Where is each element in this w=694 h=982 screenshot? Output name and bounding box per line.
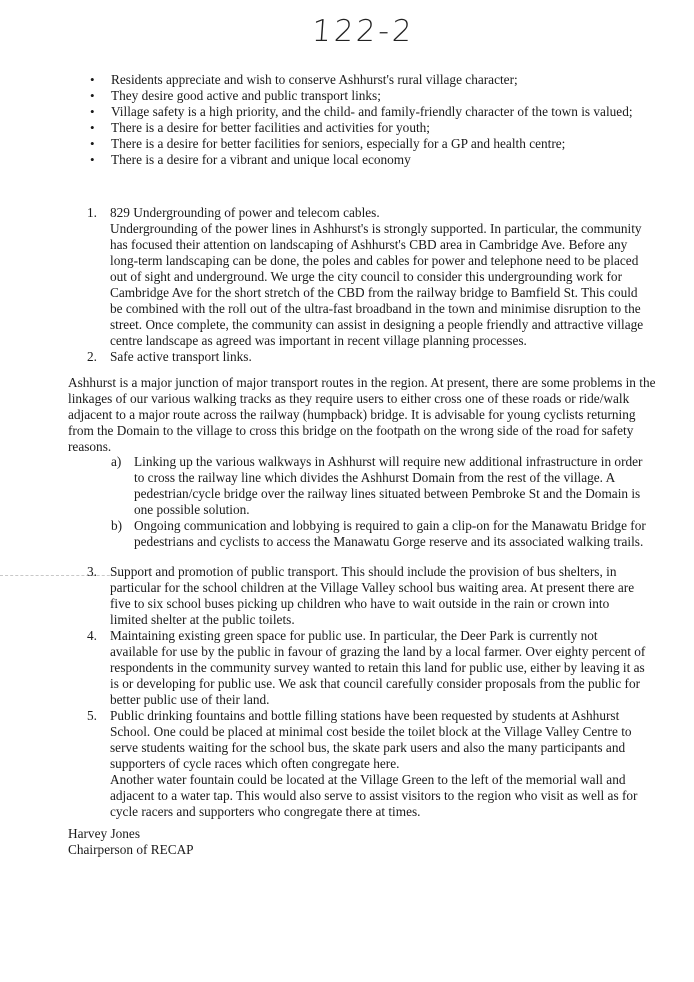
- signatory-role: Chairperson of RECAP: [68, 842, 194, 857]
- signature-block: [68, 826, 368, 858]
- bullet-item: • They desire good active and public transport links;: [90, 88, 650, 104]
- signatory-name: Harvey Jones: [68, 826, 141, 841]
- item-marker: 1.: [87, 205, 97, 220]
- bullet-item: • Village safety is a high priority, and the child- and family-friendly character of the town is valued;: [90, 104, 650, 120]
- numbered-item-4: [87, 628, 647, 708]
- numbered-item-1: [87, 205, 647, 349]
- item-marker: 5.: [87, 708, 97, 723]
- item-marker: a): [111, 454, 122, 469]
- numbered-list-part-2: [87, 564, 647, 820]
- bullet-item: • There is a desire for a vibrant and unique local economy: [90, 152, 650, 168]
- item-text: Ongoing communication and lobbying is required to gain a clip-on for the Manawatu Bridge for pedestrians and cyclists to access the Manawatu Gorge reserve and its associated walking trails.: [134, 518, 646, 549]
- item-body: Undergrounding of the power lines in Ashhurst's is strongly supported. In particular, the community has focused their attention on landscaping of Ashhurst's CBD area in Cambridge Ave. Before any long-term landscaping can be done, the poles and cables for power and telephone need to be placed out of sight and underground. We urge the city council to consider this undergrounding work for Cambridge Ave for the short stretch of the CBD from the railway bridge to Bamfield St. This could be combined with the roll out of the ultra-fast broadband in the town and minimise disruption to the street. Once complete, the community can assist in designing a people friendly and attractive village centre landscape as agreed was important in recent village planning processes.: [110, 221, 644, 348]
- bullet-item: • There is a desire for better facilities and activities for youth;: [90, 120, 650, 136]
- item-marker: 3.: [87, 564, 97, 579]
- numbered-item-3: [87, 564, 647, 628]
- item-marker: b): [111, 518, 123, 533]
- numbered-item-2: [87, 349, 647, 365]
- item-marker: 2.: [87, 349, 97, 364]
- bullet-item: • Residents appreciate and wish to conserve Ashhurst's rural village character;: [90, 72, 650, 88]
- handwritten-page-number: 122-2: [310, 14, 416, 49]
- lettered-item-b: [111, 518, 651, 550]
- summary-bullet-list: [90, 72, 650, 168]
- lettered-sub-list: [111, 454, 651, 550]
- item-text: Linking up the various walkways in Ashhurst will require new additional infrastructure in order to cross the railway line which divides the Ashhurst Domain from the rest of the village. A pedestrian/cycle bridge over the railway lines situated between Pembroke St and the Domain is one possible solution.: [134, 454, 643, 517]
- lettered-item-a: [111, 454, 651, 518]
- item-marker: 4.: [87, 628, 97, 643]
- transport-paragraph: Ashhurst is a major junction of major transport routes in the region. At present, there are some problems in the linkages of our various walking tracks as they require users to either cross one of these roads or ride/walk adjacent to a major route across the railway (humpback) bridge. It is advisable for young cyclists returning from the Domain to the village to cross this bridge on the footpath on the wrong side of the road for safety reasons.: [68, 375, 656, 454]
- numbered-list-part-1: [87, 205, 647, 365]
- item-extra-text: Another water fountain could be located at the Village Green to the left of the memorial wall and adjacent to a water tap. This would also serve to assist visitors to the region who visit as well as for cycle racers and supporters who congregate there at times.: [110, 772, 638, 819]
- item-title: Safe active transport links.: [110, 349, 252, 364]
- numbered-item-5: [87, 708, 647, 820]
- item-text: Support and promotion of public transport. This should include the provision of bus shelters, in particular for the school children at the Village Valley school bus waiting area. At present there are five to six school buses picking up children who have to wait outside in the rain or crown into limited shelter at the public toilets.: [110, 564, 635, 627]
- item-title: 829 Undergrounding of power and telecom cables.: [110, 205, 380, 220]
- item-text: Public drinking fountains and bottle filling stations have been requested by students at Ashhurst School. One could be placed at minimal cost beside the toilet block at the Village Valley Centre to serve students waiting for the school bus, the skate park users and also the many participants and supporters of cycle races which often congregate here.: [110, 708, 632, 771]
- bullet-item: • There is a desire for better facilities for seniors, especially for a GP and health centre;: [90, 136, 650, 152]
- item-text: Maintaining existing green space for public use. In particular, the Deer Park is currently not available for use by the public in favour of grazing the land by a local farmer. Over eighty percent of respondents in the community survey wanted to retain this land for public use, either by leaving it as is or developing for public use. We ask that council carefully consider proposals from the public for better public use of their land.: [110, 628, 646, 707]
